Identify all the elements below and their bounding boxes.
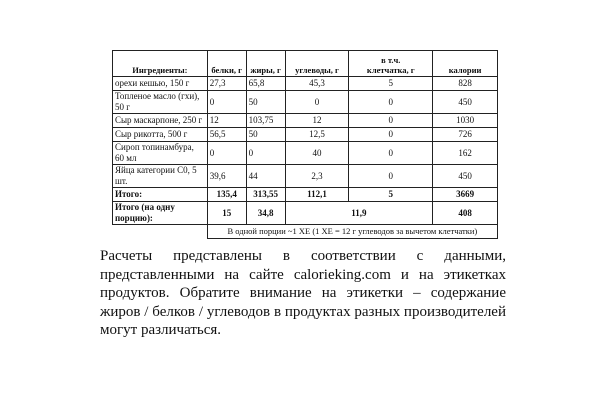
table-row: [113, 77, 498, 91]
ingredient-name: Топленое масло (гхи), 50 г: [113, 91, 208, 114]
carbs-value: 2,3: [285, 165, 349, 188]
protein-value: 0: [207, 142, 246, 165]
fiber-value: 0: [349, 128, 433, 142]
note-row: [113, 225, 498, 239]
table-row: [113, 91, 498, 114]
calories-value: 450: [433, 165, 498, 188]
total-protein: 135,4: [207, 188, 246, 202]
per-portion-protein: 15: [207, 202, 246, 225]
fiber-value: 0: [349, 91, 433, 114]
fat-value: 65,8: [246, 77, 285, 91]
protein-value: 0: [207, 91, 246, 114]
table-body: [113, 77, 498, 188]
header-fiber-top: в т.ч.: [381, 55, 401, 65]
ingredient-name: Яйца категории С0, 5 шт.: [113, 165, 208, 188]
per-portion-row: [113, 202, 498, 225]
fiber-value: 0: [349, 165, 433, 188]
fat-value: 103,75: [246, 114, 285, 128]
ingredient-name: Сыр рикотта, 500 г: [113, 128, 208, 142]
ingredient-name: Сироп топинамбура, 60 мл: [113, 142, 208, 165]
protein-value: 27,3: [207, 77, 246, 91]
per-portion-calories: 408: [433, 202, 498, 225]
protein-value: 39,6: [207, 165, 246, 188]
carbs-value: 40: [285, 142, 349, 165]
nutrition-table: [112, 50, 498, 239]
calories-value: 1030: [433, 114, 498, 128]
xe-note: В одной порции ~1 ХЕ (1 ХЕ = 12 г углеводов за вычетом клетчатки): [207, 225, 497, 239]
table-row: [113, 128, 498, 142]
carbs-value: 12: [285, 114, 349, 128]
total-fiber: 5: [349, 188, 433, 202]
fat-value: 0: [246, 142, 285, 165]
fiber-value: 0: [349, 114, 433, 128]
header-ingredient: Ингредиенты:: [113, 51, 208, 77]
carbs-value: 0: [285, 91, 349, 114]
ingredient-name: орехи кешью, 150 г: [113, 77, 208, 91]
fiber-value: 5: [349, 77, 433, 91]
protein-value: 56,5: [207, 128, 246, 142]
header-protein: белки, г: [207, 51, 246, 77]
header-fiber-label: клетчатка, г: [366, 65, 415, 75]
total-row: [113, 188, 498, 202]
fat-value: 44: [246, 165, 285, 188]
total-label: Итого:: [113, 188, 208, 202]
table-row: [113, 142, 498, 165]
calories-value: 450: [433, 91, 498, 114]
header-fat: жиры, г: [246, 51, 285, 77]
header-calories: калории: [433, 51, 498, 77]
carbs-value: 45,3: [285, 77, 349, 91]
calories-value: 162: [433, 142, 498, 165]
fat-value: 50: [246, 91, 285, 114]
per-portion-carbs: 11,9: [285, 202, 433, 225]
table-row: [113, 165, 498, 188]
table-header-row: [113, 51, 498, 77]
fiber-value: 0: [349, 142, 433, 165]
total-calories: 3669: [433, 188, 498, 202]
calories-value: 726: [433, 128, 498, 142]
calories-value: 828: [433, 77, 498, 91]
carbs-value: 12,5: [285, 128, 349, 142]
source-paragraph: Расчеты представлены в соответствии с данными, представленными на сайте calorieking.com и на этикетках продуктов. Обратите внимание на этикетки – содержание жиров / белков / углеводов в продуктах разных производителей могут различаться.: [100, 248, 506, 338]
per-portion-label: Итого (на одну порцию):: [113, 202, 208, 225]
fat-value: 50: [246, 128, 285, 142]
ingredient-name: Сыр маскарпоне, 250 г: [113, 114, 208, 128]
protein-value: 12: [207, 114, 246, 128]
header-carbs: углеводы, г: [285, 51, 349, 77]
table-row: [113, 114, 498, 128]
total-carbs: 112,1: [285, 188, 349, 202]
per-portion-fat: 34,8: [246, 202, 285, 225]
total-fat: 313,55: [246, 188, 285, 202]
header-fiber: [349, 51, 433, 77]
